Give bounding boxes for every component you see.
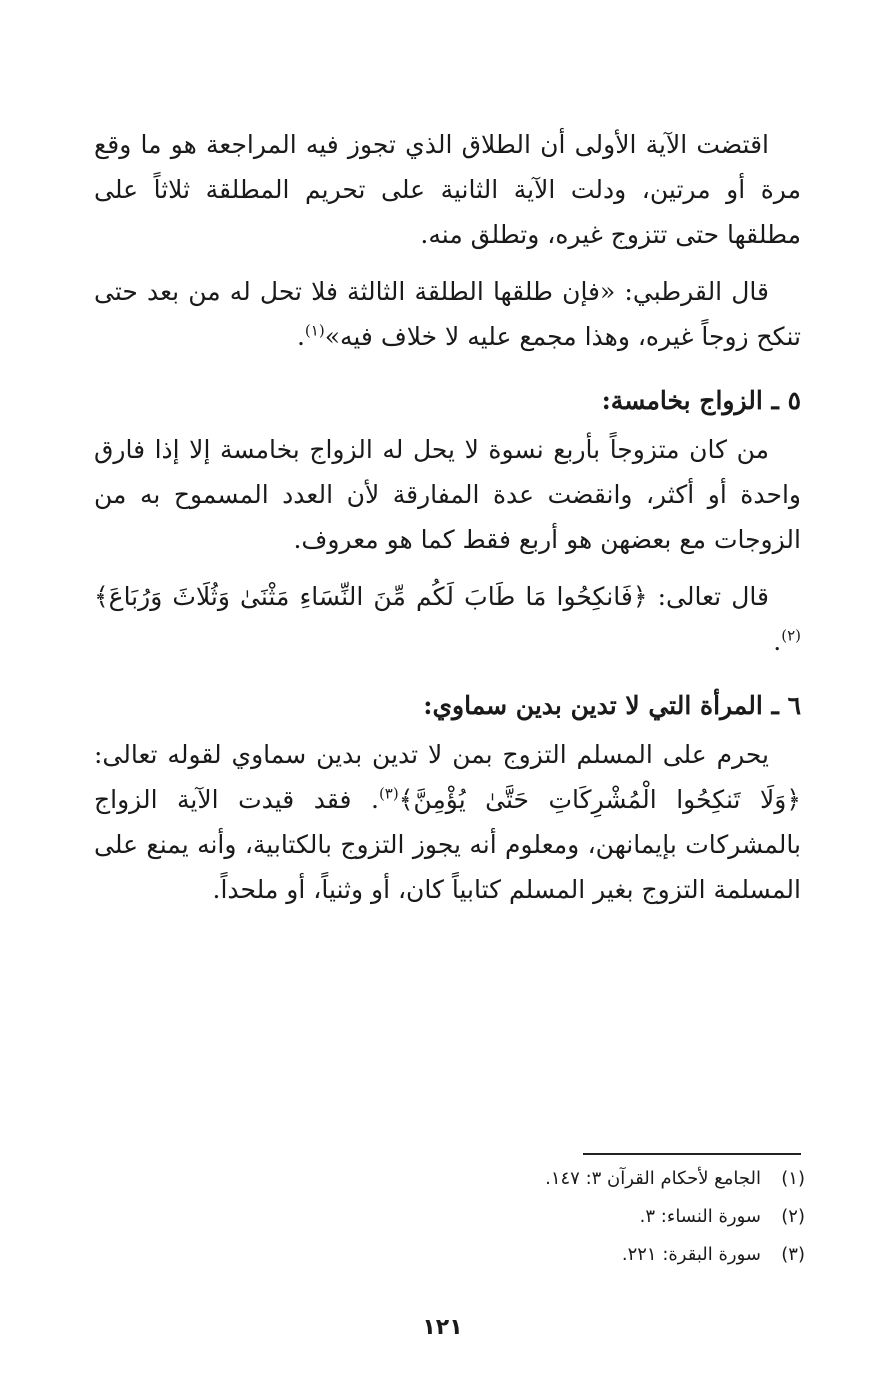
paragraph-text: اقتضت الآية الأولى أن الطلاق الذي تجوز فيه المراجعة هو ما وقع مرة أو مرتين، ودلت الآية الثانية على تحريم المطلقة ثلاثاً على مطلقها حتى تتزوج غيره، وتطلق منه. (94, 130, 801, 249)
footnote-ref-3: (٣) (378, 784, 399, 803)
footnote-item (100, 1236, 805, 1274)
main-text (94, 122, 801, 924)
footnote-text: سورة النساء: ٣. (639, 1206, 761, 1227)
verse-end: . (773, 627, 782, 656)
paragraph-non-heavenly-religion (94, 732, 801, 912)
quran-verse: ﴿فَانكِحُوا مَا طَابَ لَكُم مِّنَ النِّسَاءِ مَثْنَىٰ وَثُلَاثَ وَرُبَاعَ﴾ (94, 582, 648, 611)
quote-end: . (296, 322, 305, 351)
paragraph-divorce-rule (94, 122, 801, 257)
footnote-number: (٢) (781, 1206, 805, 1227)
paragraph-text-after: . فقد قيدت الآية الزواج بالمشركات بإيمانهن، ومعلوم أنه يجوز التزوج بالكتابية، وأنه يمنع على المسلمة التزوج بغير المسلم كتابياً كان، أو وثنياً، أو ملحداً. (94, 785, 801, 904)
quote-text: قال القرطبي: «فإن طلقها الطلقة الثالثة فلا تحل له من بعد حتى تنكح زوجاً غيره، وهذا مجمع عليه لا خلاف فيه» (94, 277, 801, 351)
footnote-text: الجامع لأحكام القرآن ٣: ١٤٧. (545, 1168, 761, 1189)
verse-intro: قال تعالى: (647, 582, 770, 611)
paragraph-qurtubi-quote (94, 269, 801, 359)
footnote-ref-1: (١) (304, 321, 325, 340)
paragraph-fifth-wife (94, 427, 801, 562)
quran-verse: ﴿وَلَا تَنكِحُوا الْمُشْرِكَاتِ حَتَّىٰ يُؤْمِنَّ﴾ (398, 785, 801, 814)
page-number: ١٢١ (422, 1315, 463, 1340)
footnotes (100, 1160, 805, 1274)
footnote-number: (١) (781, 1168, 805, 1189)
footnote-divider (583, 1153, 801, 1155)
footnote-number: (٣) (781, 1244, 805, 1265)
section-heading-6: ٦ ـ المرأة التي لا تدين بدين سماوي: (423, 691, 801, 720)
footnote-text: سورة البقرة: ٢٢١. (621, 1244, 761, 1265)
section-heading-5: ٥ ـ الزواج بخامسة: (601, 386, 801, 415)
paragraph-text: من كان متزوجاً بأربع نسوة لا يحل له الزواج بخامسة إلا إذا فارق واحدة أو أكثر، وانقضت عدة المفارقة لأن العدد المسموح به من الزوجات مع بعضهن هو أربع فقط كما هو معروف. (94, 435, 801, 554)
footnote-item (100, 1160, 805, 1198)
paragraph-verse-nisa (94, 574, 801, 664)
footnote-ref-2: (٢) (781, 626, 801, 645)
paragraph-text-before: يحرم على المسلم التزوج بمن لا تدين بدين سماوي لقوله تعالى: (94, 740, 769, 769)
footnote-item (100, 1198, 805, 1236)
